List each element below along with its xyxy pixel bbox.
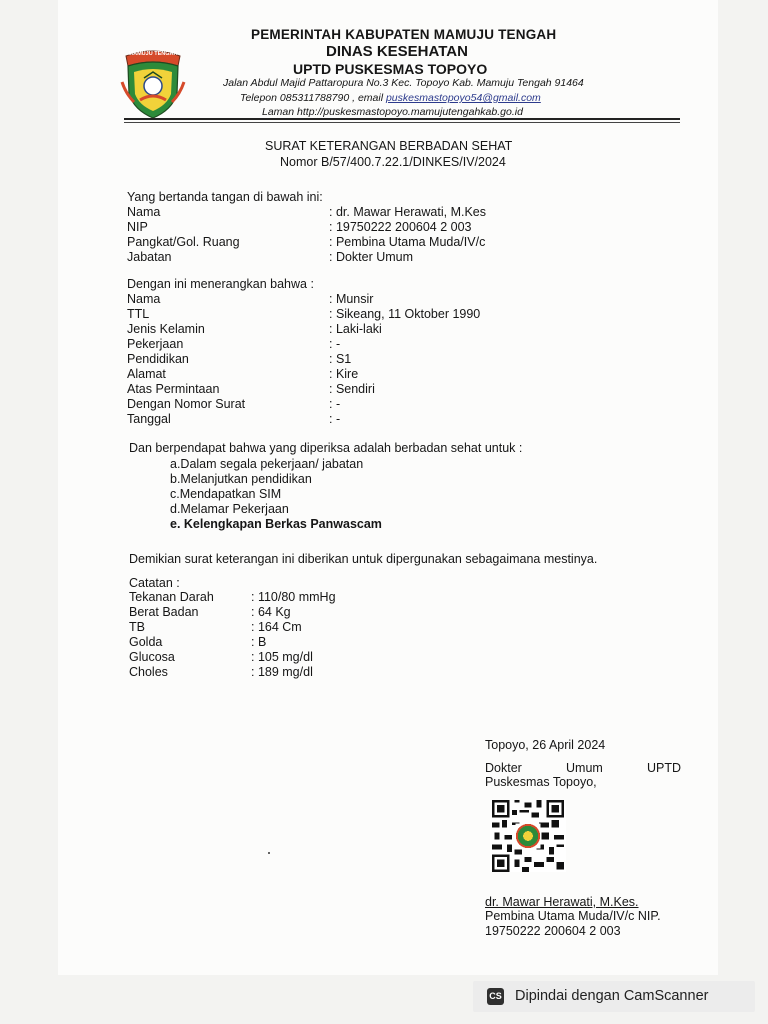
signature-rank: Pembina Utama Muda/IV/c NIP. [485, 909, 661, 923]
letterhead-agency: DINAS KESEHATAN [326, 43, 468, 60]
subject-label-request: Atas Permintaan [127, 382, 220, 396]
signer-intro: Yang bertanda tangan di bawah ini: [127, 190, 323, 204]
subject-value-education: : S1 [329, 352, 352, 366]
notes-label-blood-pressure: Tekanan Darah [129, 590, 214, 604]
signer-label-rank: Pangkat/Gol. Ruang [127, 235, 240, 249]
subject-value-job: : - [329, 337, 341, 351]
subject-value-date: : - [329, 412, 341, 426]
subject-label-letter-number: Dengan Nomor Surat [127, 397, 246, 411]
letterhead-divider [124, 118, 680, 120]
coat-of-arms-icon [120, 42, 186, 120]
signer-value-nama: : dr. Mawar Herawati, M.Kes [329, 205, 486, 219]
signer-label-position: Jabatan [127, 250, 172, 264]
subject-label-ttl: TTL [127, 307, 150, 321]
notes-value-blood-type: : B [251, 635, 267, 649]
camscanner-text: Dipindai dengan CamScanner [515, 988, 709, 1004]
subject-label-gender: Jenis Kelamin [127, 322, 205, 336]
notes-label-weight: Berat Badan [129, 605, 199, 619]
letterhead-unit: UPTD PUSKESMAS TOPOYO [293, 61, 488, 77]
letterhead-website: Laman http://puskesmastopoyo.mamujutengahkab.go.id [262, 106, 523, 118]
opinion-item-d: d.Melamar Pekerjaan [170, 502, 289, 516]
subject-label-nama: Nama [127, 292, 161, 306]
signature-role-word1: Dokter [485, 761, 522, 775]
opinion-intro: Dan berpendapat bahwa yang diperiksa adalah berbadan sehat untuk : [129, 441, 523, 455]
signature-name: dr. Mawar Herawati, M.Kes. [485, 895, 639, 909]
signature-place-date: Topoyo, 26 April 2024 [485, 738, 606, 752]
subject-label-address: Alamat [127, 367, 166, 381]
notes-value-blood-pressure: : 110/80 mmHg [251, 590, 336, 604]
subject-value-nama: : Munsir [329, 292, 374, 306]
opinion-item-b: b.Melanjutkan pendidikan [170, 472, 312, 486]
subject-label-job: Pekerjaan [127, 337, 184, 351]
opinion-item-e: e. Kelengkapan Berkas Panwascam [170, 517, 382, 531]
subject-value-request: : Sendiri [329, 382, 375, 396]
notes-label-height: TB [129, 620, 145, 634]
closing-statement: Demikian surat keterangan ini diberikan untuk dipergunakan sebagaimana mestinya. [129, 552, 598, 566]
notes-value-cholesterol: : 189 mg/dl [251, 665, 313, 679]
qr-code-icon [490, 800, 566, 872]
opinion-item-c: c.Mendapatkan SIM [170, 487, 282, 501]
subject-label-education: Pendidikan [127, 352, 189, 366]
email-link[interactable]: puskesmastopoyo54@gmail.com [385, 92, 541, 104]
signature-nip: 19750222 200604 2 003 [485, 924, 621, 938]
letterhead-address: Jalan Abdul Majid Pattaropura No.3 Kec. Topoyo Kab. Mamuju Tengah 91464 [223, 77, 584, 89]
letterhead-divider-thin [124, 122, 680, 123]
notes-heading: Catatan : [129, 576, 180, 590]
letter-number: Nomor B/57/400.7.22.1/DINKES/IV/2024 [280, 155, 506, 169]
signer-label-nama: Nama [127, 205, 161, 219]
notes-label-glucose: Glucosa [129, 650, 175, 664]
notes-value-glucose: : 105 mg/dl [251, 650, 313, 664]
signer-value-rank: : Pembina Utama Muda/IV/c [329, 235, 486, 249]
signer-label-nip: NIP [127, 220, 148, 234]
subject-intro: Dengan ini menerangkan bahwa : [127, 277, 314, 291]
notes-label-cholesterol: Choles [129, 665, 168, 679]
signature-role-word2: Umum [566, 761, 603, 775]
subject-label-date: Tanggal [127, 412, 171, 426]
letterhead-phone: Telepon 085311788790 , email [240, 92, 384, 104]
camscanner-icon: CS [487, 988, 504, 1005]
letterhead-contact [240, 92, 541, 104]
letter-title: SURAT KETERANGAN BERBADAN SEHAT [265, 139, 513, 153]
notes-value-weight: : 64 Kg [251, 605, 291, 619]
signature-role-word3: UPTD [647, 761, 682, 775]
opinion-item-a: a.Dalam segala pekerjaan/ jabatan [170, 457, 364, 471]
signer-value-position: : Dokter Umum [329, 250, 414, 264]
signer-value-nip: : 19750222 200604 2 003 [329, 220, 472, 234]
camscanner-badge[interactable] [473, 981, 755, 1012]
logo-text: MAMUJU TENGAH [128, 51, 178, 57]
subject-value-address: : Kire [329, 367, 359, 381]
scan-speck [268, 852, 270, 854]
subject-value-gender: : Laki-laki [329, 322, 382, 336]
subject-value-letter-number: : - [329, 397, 341, 411]
notes-value-height: : 164 Cm [251, 620, 302, 634]
letterhead-government: PEMERINTAH KABUPATEN MAMUJU TENGAH [251, 27, 557, 42]
notes-label-blood-type: Golda [129, 635, 163, 649]
signature-role-line2: Puskesmas Topoyo, [485, 775, 597, 789]
subject-value-ttl: : Sikeang, 11 Oktober 1990 [329, 307, 481, 321]
